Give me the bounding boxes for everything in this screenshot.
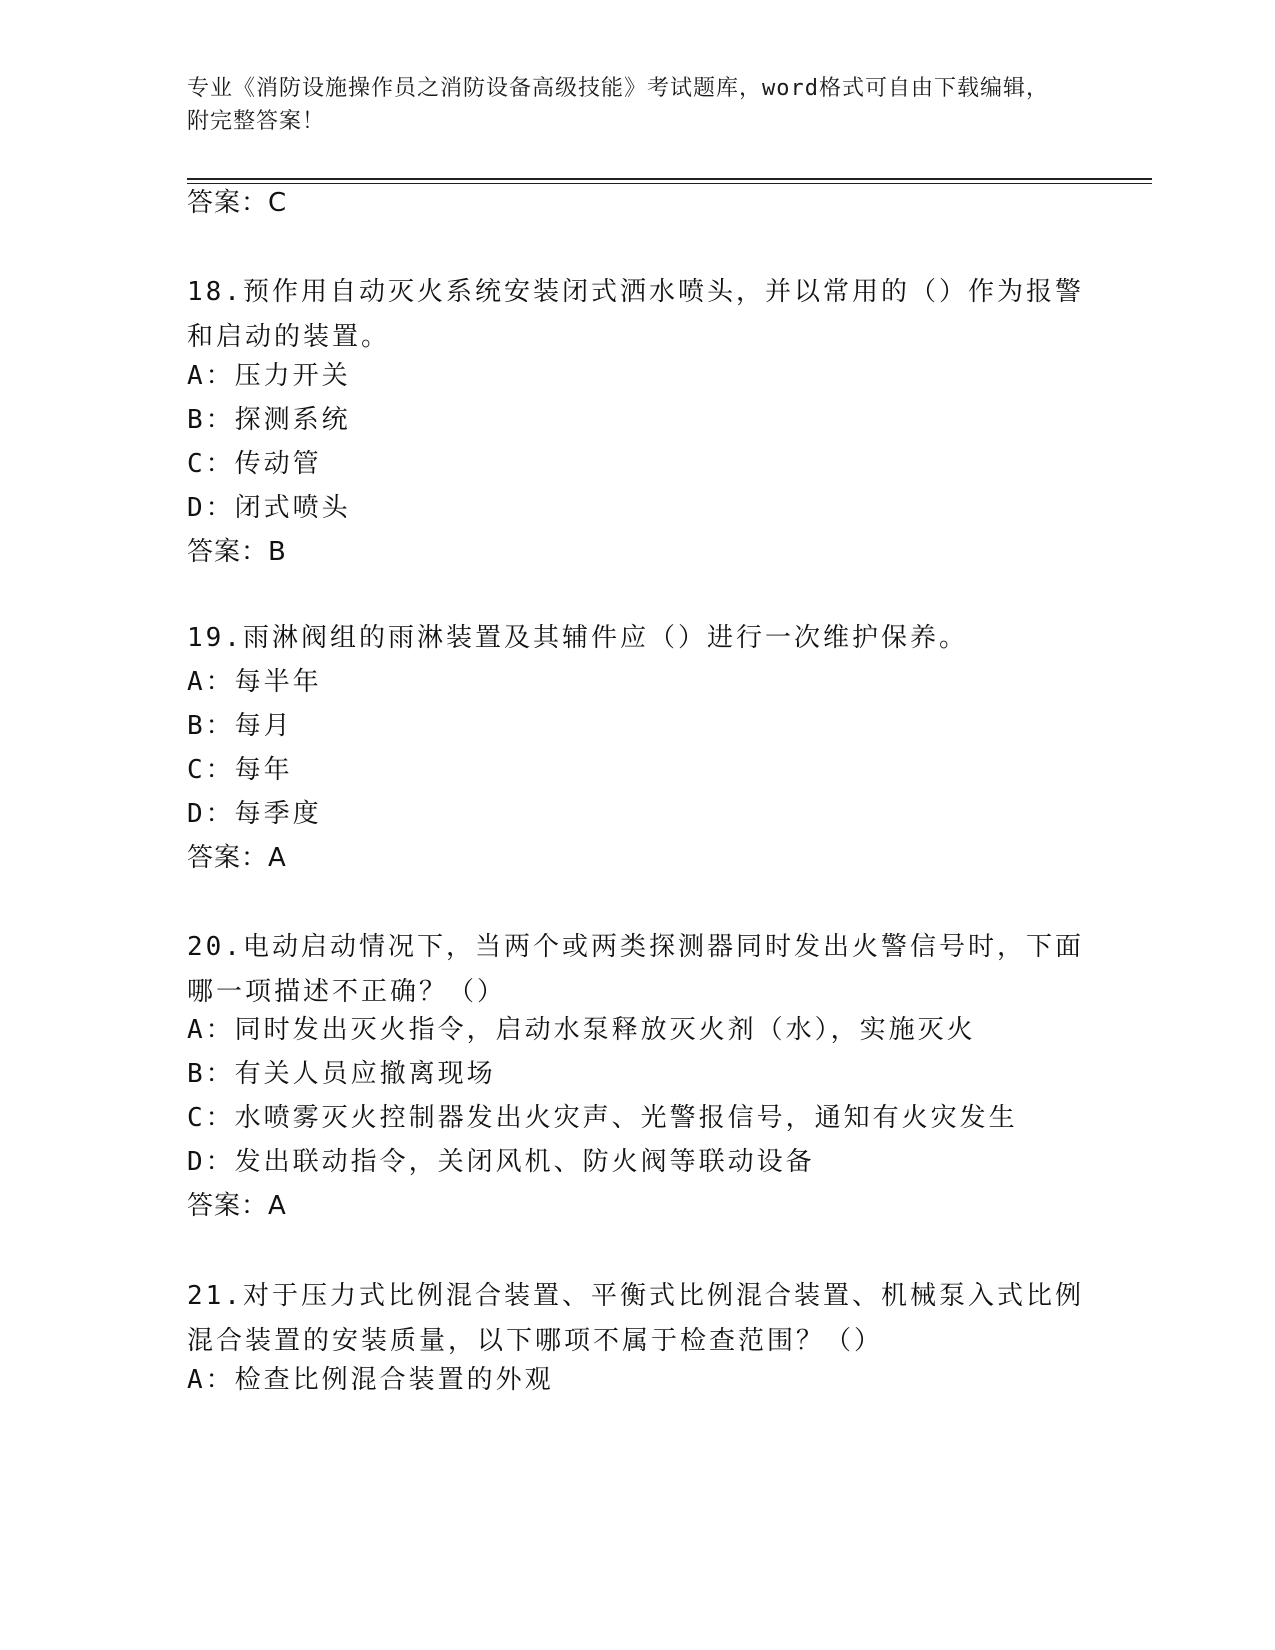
header-rule-thick — [187, 178, 1152, 180]
question-18-option-d: D：闭式喷头 — [187, 493, 351, 523]
question-20-option-b: B：有关人员应撤离现场 — [187, 1059, 496, 1089]
question-19-option-c: C：每年 — [187, 755, 293, 785]
answer-17: 答案：C — [187, 188, 288, 218]
question-20-text: 20.电动启动情况下，当两个或两类探测器同时发出火警信号时，下面哪一项描述不正确？（） — [187, 932, 1084, 1007]
question-21-text: 21.对于压力式比例混合装置、平衡式比例混合装置、机械泵入式比例混合装置的安装质量，以下哪项不属于检查范围？（） — [187, 1281, 1084, 1356]
question-20-option-d: D：发出联动指令，关闭风机、防火阀等联动设备 — [187, 1147, 815, 1177]
question-19-option-a: A：每半年 — [187, 667, 322, 697]
header-rule-thin — [187, 183, 1152, 184]
document-header: 专业《消防设施操作员之消防设备高级技能》考试题库，word格式可自由下载编辑，附完整答案！ — [187, 76, 1049, 134]
answer-19: 答案：A — [187, 843, 287, 873]
question-18-text: 18.预作用自动灭火系统安装闭式洒水喷头，并以常用的（）作为报警和启动的装置。 — [187, 277, 1084, 352]
answer-20: 答案：A — [187, 1191, 287, 1221]
question-19-option-d: D：每季度 — [187, 799, 322, 829]
question-19-option-b: B：每月 — [187, 711, 293, 741]
question-19-text: 19.雨淋阀组的雨淋装置及其辅件应（）进行一次维护保养。 — [187, 623, 968, 653]
question-20-option-c: C：水喷雾灭火控制器发出火灾声、光警报信号，通知有火灾发生 — [187, 1103, 1018, 1133]
question-21-option-a: A：检查比例混合装置的外观 — [187, 1365, 554, 1395]
question-20-option-a: A：同时发出灭火指令，启动水泵释放灭火剂（水），实施灭火 — [187, 1015, 976, 1045]
question-18-option-a: A：压力开关 — [187, 361, 351, 391]
question-18-option-c: C：传动管 — [187, 449, 322, 479]
question-18-option-b: B：探测系统 — [187, 405, 351, 435]
answer-18: 答案：B — [187, 537, 287, 567]
